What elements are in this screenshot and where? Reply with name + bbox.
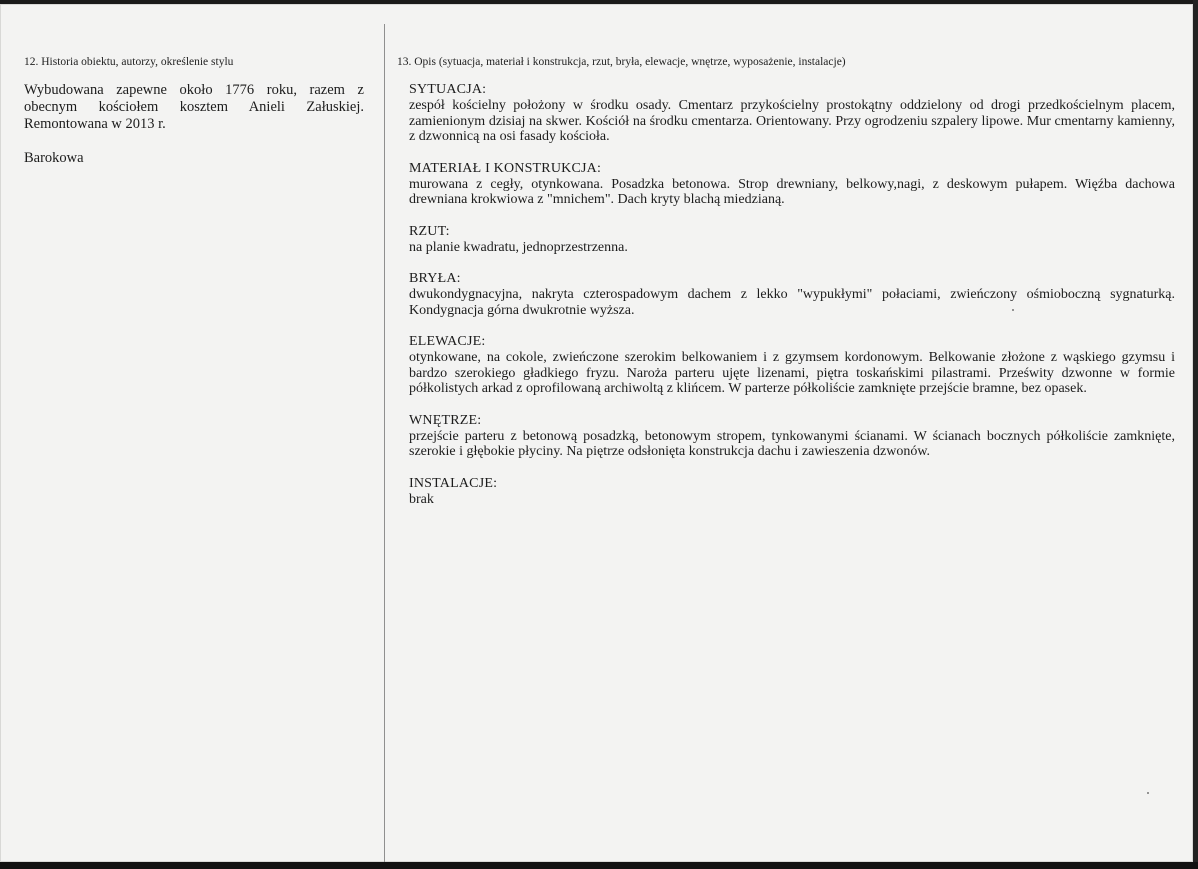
section-installations: [409, 476, 1175, 508]
section-body: na planie kwadratu, jednoprzestrzenna.: [409, 239, 628, 255]
scan-edge-right: [1193, 0, 1198, 869]
section-situation: [409, 82, 1175, 145]
column-divider: [384, 24, 385, 862]
document-page: [0, 4, 1193, 862]
section-elevations: [409, 334, 1175, 397]
style-text: Barokowa: [24, 150, 84, 166]
description-column: [399, 54, 1175, 523]
section-material: [409, 161, 1175, 208]
section-heading: INSTALACJE:: [409, 475, 498, 491]
history-text: Wybudowana zapewne około 1776 roku, razem z obecnym kościołem kosztem Anieli Załuskiej. Remontowana w 2013 r.: [24, 82, 364, 132]
section-form: [409, 271, 1175, 318]
section-body: przejście parteru z betonową posadzką, betonowym stropem, tynkowanymi ścianami. W ścianach bocznych półkoliście zamknięte, szerokie i głębokie płyciny. Na piętrze odsłonięta konstrukcja dachu i zawieszenia dzwonów.: [409, 428, 1175, 459]
scan-edge-bottom: [0, 862, 1198, 869]
section-body: brak: [409, 491, 434, 507]
section-heading: BRYŁA:: [409, 271, 461, 286]
section-body: zespół kościelny położony w środku osady. Cmentarz przykościelny prostokątny oddzielony od drogi przedkościelnym placem, zamienionym dzisiaj na skwer. Kościół na środku cmentarza. Orientowany. Przy ogrodzeniu szpalery lipowe. Mur cmentarny kamienny, z dzwonnicą na osi fasady kościoła.: [409, 98, 1175, 144]
paper-speck: [1147, 792, 1149, 794]
section-heading: MATERIAŁ I KONSTRUKCJA:: [409, 160, 602, 176]
section-body: murowana z cegły, otynkowana. Posadzka betonowa. Strop drewniany, belkowy,nagi, z deskowym pułapem. Więźba dachowa drewniana krokwiowa z "mnichem". Dach kryty blachą miedzianą.: [409, 176, 1175, 207]
history-column: [24, 54, 364, 167]
section-body: dwukondygnacyjna, nakryta czterospadowym dachem z lekko "wypukłymi" połaciami, zwieńczony ośmioboczną sygnaturką. Kondygnacja górna dwukrotnie wyższa.: [409, 287, 1175, 318]
section-heading: SYTUACJA:: [409, 82, 487, 97]
description-field-title: 13. Opis (sytuacja, materiał i konstrukcja, rzut, bryła, elewacje, wnętrze, wyposażenie, instalacje): [397, 56, 846, 68]
section-heading: WNĘTRZE:: [409, 412, 482, 428]
section-interior: [409, 413, 1175, 460]
section-heading: ELEWACJE:: [409, 334, 486, 349]
section-heading: RZUT:: [409, 223, 450, 239]
section-body: otynkowane, na cokole, zwieńczone szerokim belkowaniem i z gzymsem kordonowym. Belkowanie złożone z wąskiego gzymsu i bardzo szerokiego gładkiego fryzu. Naroża parteru ujęte lizenami, piętra toskańskimi pilastrami. Prześwity dzwonne w formie półkolistych arkad z oprofilowaną archiwoltą z klińcem. W parterze półkoliście zamknięte przejście bramne, bez opasek.: [409, 350, 1175, 396]
history-field-title: 12. Historia obiektu, autorzy, określenie stylu: [24, 56, 234, 68]
paper-speck: [1012, 309, 1014, 311]
section-plan: [409, 224, 1175, 256]
